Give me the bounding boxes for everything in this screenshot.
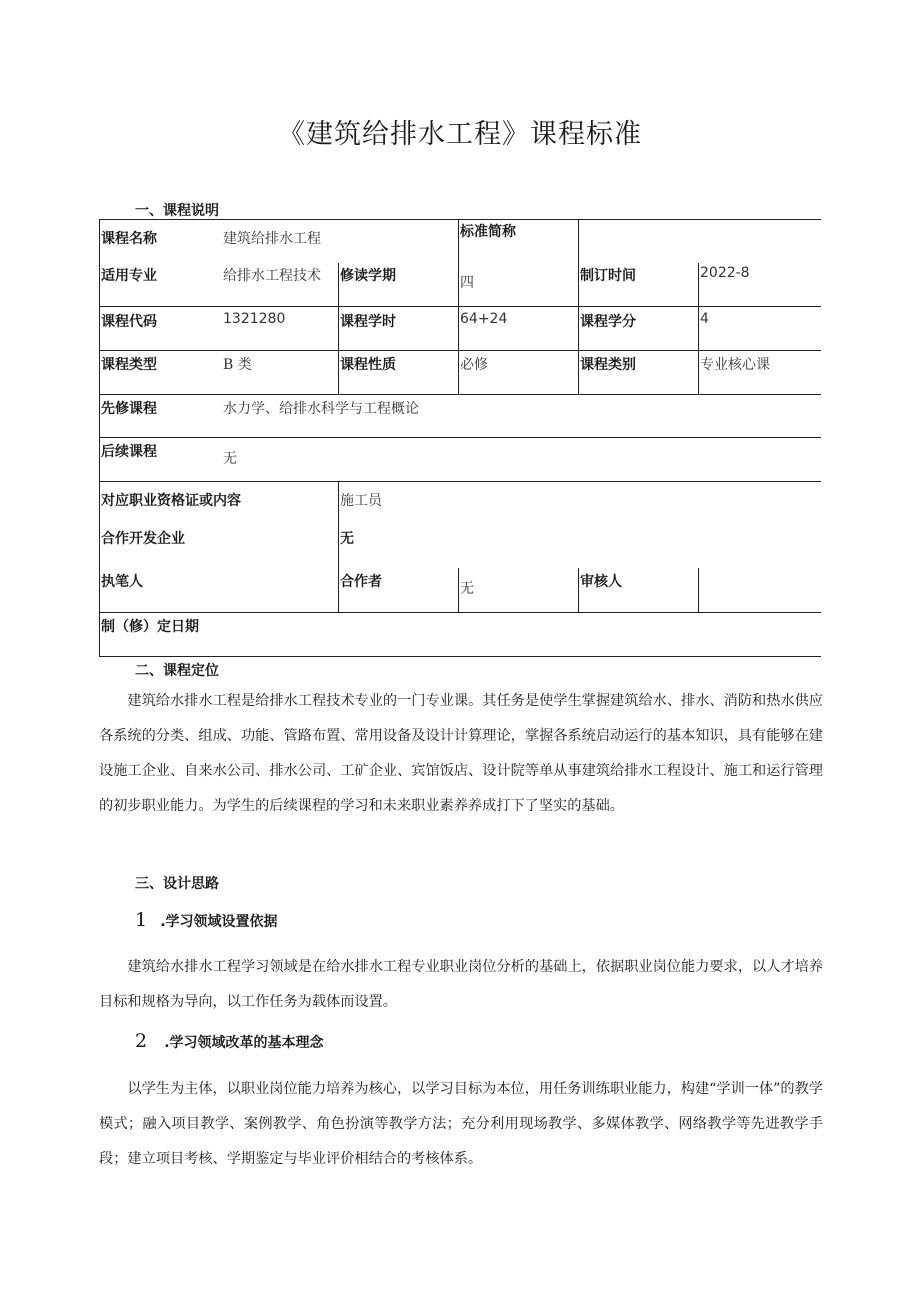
made-time-label: 制订时间 [580, 268, 636, 284]
table-rule [99, 656, 821, 657]
coauthor-label: 合作者 [340, 574, 382, 590]
course-nature-value: 必修 [460, 357, 488, 373]
section-heading-course-description: 一、课程说明 [135, 203, 219, 219]
sub1-paragraph: 建筑给水排水工程学习领域是在给水排水工程专业职业岗位分析的基础上，依据职业岗位能力要求，以人才培养目标和规格为导向，以工作任务为载体而设置。 [99, 959, 823, 1010]
prerequisite-label: 先修课程 [101, 401, 157, 417]
table-rule [99, 219, 100, 657]
table-rule [578, 568, 579, 612]
table-rule [338, 263, 339, 394]
table-rule [99, 350, 821, 351]
table-rule [578, 219, 579, 394]
course-code-value: 1321280 [223, 311, 286, 327]
date-label: 制（修）定日期 [101, 619, 199, 635]
course-type-value: B 类 [223, 357, 252, 373]
table-rule [698, 263, 699, 394]
course-category-value: 专业核心课 [700, 357, 770, 373]
section-heading-design-ideas: 三、设计思路 [135, 876, 219, 892]
table-rule [99, 394, 821, 395]
course-code-label: 课程代码 [101, 314, 157, 330]
prerequisite-value: 水力学、给排水科学与工程概论 [223, 401, 419, 417]
semester-value: 四 [460, 275, 474, 291]
course-name-value: 建筑给排水工程 [223, 231, 321, 247]
table-rule [99, 612, 821, 613]
semester-label: 修读学期 [340, 268, 396, 284]
table-rule [458, 219, 459, 394]
subheading-2-title: .学习领域改革的基本理念 [164, 1035, 324, 1051]
followup-label: 后续课程 [101, 444, 157, 460]
major-value: 给排水工程技术 [223, 268, 321, 284]
table-rule [99, 306, 821, 307]
subheading-1-number: 1 [135, 909, 148, 931]
certificate-label: 对应职业资格证或内容 [101, 493, 241, 509]
major-label: 适用专业 [101, 268, 157, 284]
subheading-1-title: .学习领域设置依据 [160, 914, 278, 930]
course-hours-value: 64+24 [460, 311, 508, 327]
course-name-label: 课程名称 [101, 231, 157, 247]
section-heading-course-positioning: 二、课程定位 [135, 663, 219, 679]
course-type-label: 课程类型 [101, 357, 157, 373]
subheading-2 [135, 1030, 324, 1052]
followup-value: 无 [223, 451, 237, 467]
table-rule [99, 437, 821, 438]
table-rule [99, 219, 821, 220]
course-credits-value: 4 [700, 311, 709, 327]
course-hours-label: 课程学时 [340, 314, 396, 330]
subheading-2-number: 2 [135, 1030, 148, 1052]
course-credits-label: 课程学分 [580, 314, 636, 330]
partner-company-value: 无 [340, 531, 354, 547]
made-time-value: 2022-8 [700, 265, 750, 281]
reviewer-label: 审核人 [580, 574, 622, 590]
certificate-value: 施工员 [340, 493, 382, 509]
standard-short-name-label: 标准简称 [460, 224, 516, 240]
page-title: 《建筑给排水工程》课程标准 [278, 119, 642, 150]
course-nature-label: 课程性质 [340, 357, 396, 373]
course-category-label: 课程类别 [580, 357, 636, 373]
writer-label: 执笔人 [101, 574, 143, 590]
sub2-paragraph: 以学生为主体，以职业岗位能力培养为核心，以学习目标为本位，用任务训练职业能力，构建“学训一体”的教学模式；融入项目教学、案例教学、角色扮演等教学方法；充分利用现场教学、多媒体教学、网络教学等先进教学手段；建立项目考核、学期鉴定与毕业评价相结合的考核体系。 [99, 1081, 823, 1167]
course-positioning-paragraph: 建筑给水排水工程是给排水工程技术专业的一门专业课。其任务是使学生掌握建筑给水、排水、消防和热水供应各系统的分类、组成、功能、管路布置、常用设备及设计计算理论，掌握各系统启动运行的基本知识，具有能够在建设施工企业、自来水公司、排水公司、工矿企业、宾馆饭店、设计院等单从事建筑给排水工程设计、施工和运行管理的初步职业能力。为学生的后续课程的学习和未来职业素养养成打下了坚实的基础。 [99, 693, 823, 814]
table-rule [458, 568, 459, 612]
coauthor-value: 无 [460, 581, 474, 597]
subheading-1 [135, 909, 278, 931]
table-rule [99, 481, 821, 482]
table-rule [338, 481, 339, 612]
partner-company-label: 合作开发企业 [101, 531, 185, 547]
table-rule [698, 568, 699, 612]
